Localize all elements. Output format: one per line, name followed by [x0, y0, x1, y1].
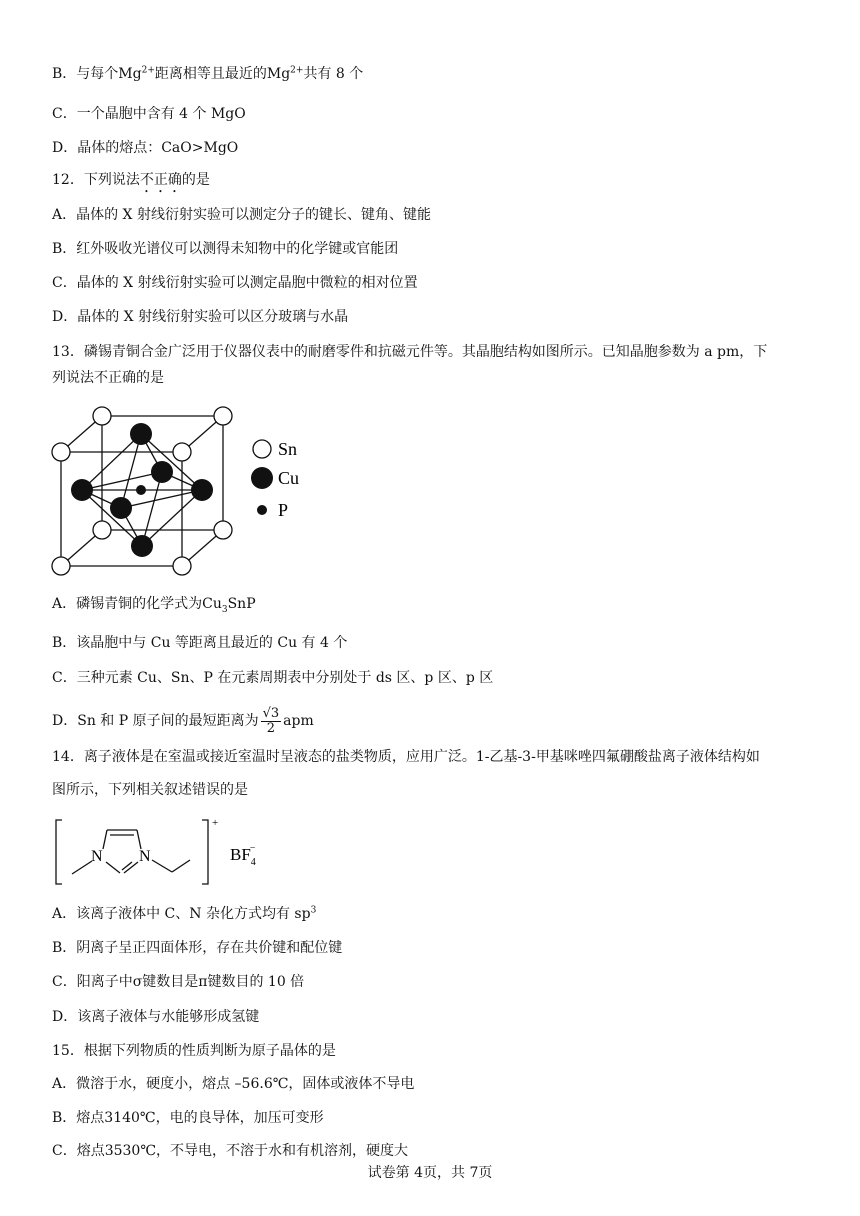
- legend-cu-symbol: [251, 467, 273, 489]
- legend-cu-label: Cu: [278, 468, 300, 488]
- q11-option-d: D．晶体的熔点：CaO>MgO: [52, 140, 239, 156]
- fraction-sqrt3-over-2: $\frac{√3}{2}$: [262, 705, 280, 736]
- q13-option-b: B．该晶胞中与 Cu 等距离且最近的 Cu 有 4 个: [52, 635, 348, 651]
- atom-n-left: N: [91, 848, 103, 865]
- anion-bf4: $BF_4-$: [230, 843, 256, 868]
- sn-atom: [52, 557, 70, 575]
- sn-atom: [214, 407, 232, 425]
- page-footer: 试卷第 4页，共 7页: [367, 1165, 493, 1181]
- q14-option-d: D．该离子液体与水能够形成氢键: [52, 1009, 260, 1025]
- q12-option-a: A．晶体的 X 射线衍射实验可以测定分子的键长、键角、键能: [52, 207, 431, 223]
- p-atom: [136, 485, 146, 495]
- cu-atom: [131, 535, 153, 557]
- crystal-cell-figure: [40, 398, 320, 582]
- sn-atom: [52, 443, 70, 461]
- cu-atom: [110, 497, 132, 519]
- legend-sn-label: Sn: [278, 439, 298, 459]
- q15-option-a: A．微溶于水，硬度小，熔点 –56.6℃，固体或液体不导电: [52, 1076, 415, 1092]
- q14-option-b: B．阴离子呈正四面体形，存在共价键和配位键: [52, 940, 343, 956]
- legend-p-label: P: [278, 500, 289, 520]
- q14-option-a: A．该离子液体中 C、N 杂化方式均有 $sp^3$: [52, 905, 317, 922]
- q14-stem: 14．离子液体是在室温或接近室温时呈液态的盐类物质，应用广泛。1-乙基-3-甲基咪唑四氟硼酸盐离子液体结构如: [52, 749, 760, 765]
- q12-option-b: B．红外吸收光谱仪可以测得未知物中的化学键或官能团: [52, 241, 399, 257]
- q12-stem: 12．下列说法不正确的是: [52, 172, 210, 188]
- q15-option-c: C．熔点3530℃，不导电，不溶于水和有机溶剂，硬度大: [52, 1143, 409, 1159]
- q13-stem: 13．磷锡青铜合金广泛用于仪器仪表中的耐磨零件和抗磁元件等。其晶胞结构如图所示。已知晶胞参数为 a pm，下: [52, 344, 768, 360]
- q13-stem-cont: 列说法不正确的是: [52, 370, 164, 386]
- cation-charge: +: [212, 817, 219, 829]
- q12-option-c: C．晶体的 X 射线衍射实验可以测定晶胞中微粒的相对位置: [52, 275, 418, 291]
- q13-option-c: C．三种元素 Cu、Sn、P 在元素周期表中分别处于 ds 区、p 区、p 区: [52, 670, 494, 686]
- q13-option-a: A．磷锡青铜的化学式为$Cu_3SnP$: [52, 596, 256, 615]
- q15-stem: 15．根据下列物质的性质判断为原子晶体的是: [52, 1043, 336, 1059]
- legend-p-symbol: [257, 505, 267, 515]
- q15-option-b: B．熔点3140℃，电的良导体，加压可变形: [52, 1110, 324, 1126]
- cu-atom: [191, 479, 213, 501]
- q11-option-c: C．一个晶胞中含有 4 个 MgO: [52, 106, 246, 122]
- q14-option-c: C．阳离子中σ键数目是π键数目的 10 倍: [52, 974, 305, 990]
- legend-sn-symbol: [253, 440, 271, 458]
- emphasis-not-correct: 不正确: [139, 172, 182, 188]
- q12-option-d: D．晶体的 X 射线衍射实验可以区分玻璃与水晶: [52, 309, 349, 325]
- cu-atom: [130, 423, 152, 445]
- sn-atom: [93, 521, 111, 539]
- sn-atom: [173, 443, 191, 461]
- atom-n-right: N: [139, 848, 151, 865]
- sn-atom: [214, 521, 232, 539]
- cu-atom: [71, 479, 93, 501]
- q14-stem-cont: 图所示，下列相关叙述错误的是: [52, 782, 248, 798]
- sn-atom: [93, 407, 111, 425]
- sn-atom: [173, 557, 191, 575]
- q11-option-b: B．与每个$Mg^{2+}$距离相等且最近的$Mg^{2+}$共有 8 个: [52, 65, 364, 82]
- cu-atom: [151, 461, 173, 483]
- q13-option-d: D．Sn 和 P 原子间的最短距离为 $\frac{√3}{2}$ apm: [52, 705, 314, 736]
- ionic-liquid-structure-figure: [44, 814, 284, 890]
